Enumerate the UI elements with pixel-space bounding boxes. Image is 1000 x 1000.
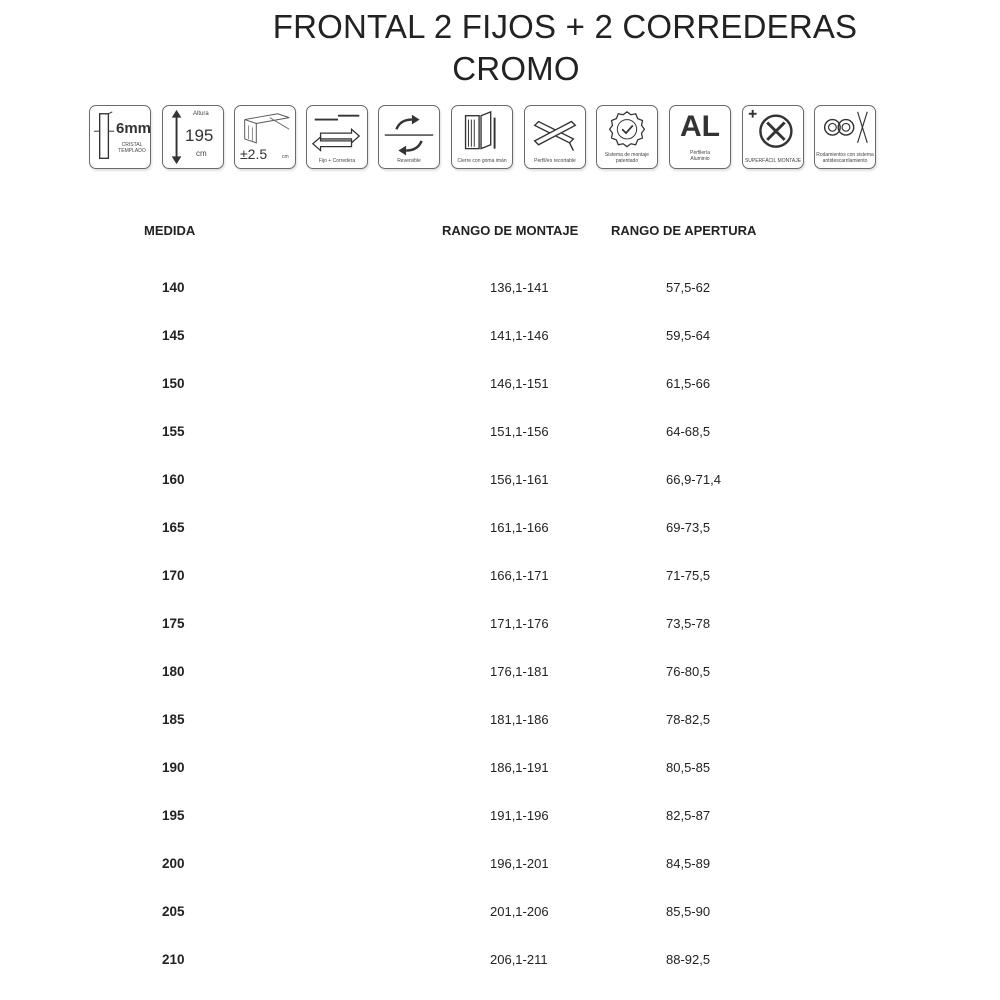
cell-montaje: 196,1-201 [490, 856, 549, 871]
glass-thickness-value: 6mm [116, 120, 152, 137]
aluminium-icon [669, 105, 731, 169]
height-value: 195 [185, 126, 214, 145]
adjustment-value: ±2.5 [240, 146, 268, 162]
cell-apertura: 78-82,5 [666, 712, 711, 727]
reversible-icon [378, 105, 440, 169]
fixed-sliding-caption: Fijo + Corredera [318, 157, 356, 164]
cell-apertura: 64-68,5 [666, 424, 711, 439]
cell-apertura: 57,5-62 [666, 280, 711, 295]
cuttable-profile-icon [524, 105, 586, 169]
cuttable-profile-caption: Perfil/es recortable [534, 157, 576, 164]
cell-medida: 170 [162, 568, 185, 583]
table-row [0, 712, 1000, 732]
table-row [0, 328, 1000, 348]
page-title: FRONTAL 2 FIJOS + 2 CORREDERAS [272, 8, 858, 45]
cell-montaje: 201,1-206 [490, 904, 549, 919]
feature-icons-bar [87, 105, 887, 175]
cell-medida: 175 [162, 616, 185, 631]
table-row [0, 520, 1000, 540]
easy-mount-icon [742, 105, 804, 169]
cell-medida: 180 [162, 664, 185, 679]
cell-apertura: 59,5-64 [666, 328, 711, 343]
magnetic-seal-caption: Cierre con goma imán [457, 157, 507, 164]
table-row [0, 568, 1000, 588]
cell-montaje: 186,1-191 [490, 760, 549, 775]
cell-apertura: 73,5-78 [666, 616, 711, 631]
patent-mount-icon [596, 105, 658, 169]
glass-thickness-caption: CRISTAL TEMPLADO [118, 142, 146, 154]
adjustment-unit: cm [282, 154, 289, 160]
cell-medida: 160 [162, 472, 185, 487]
cell-medida: 195 [162, 808, 185, 823]
cell-montaje: 161,1-166 [490, 520, 549, 535]
table-row [0, 280, 1000, 300]
aluminium-caption: Perfilería Aluminio [689, 150, 710, 162]
cell-montaje: 166,1-171 [490, 568, 549, 583]
anti-derail-caption: Rodamientos con sistema antidescarrilamiento [816, 152, 874, 164]
table-row [0, 952, 1000, 972]
cell-medida: 155 [162, 424, 185, 439]
cell-apertura: 84,5-89 [666, 856, 711, 871]
reversible-caption: Reversible [397, 157, 421, 164]
cell-apertura: 85,5-90 [666, 904, 711, 919]
adjustment-icon [234, 105, 296, 169]
cell-medida: 165 [162, 520, 185, 535]
easy-mount-caption: SUPERFÁCIL MONTAJE [744, 157, 802, 164]
cell-medida: 140 [162, 280, 185, 295]
cell-montaje: 156,1-161 [490, 472, 549, 487]
cell-montaje: 181,1-186 [490, 712, 549, 727]
cell-apertura: 82,5-87 [666, 808, 711, 823]
magnetic-seal-icon [451, 105, 513, 169]
cell-montaje: 151,1-156 [490, 424, 549, 439]
table-row [0, 664, 1000, 684]
cell-montaje: 136,1-141 [490, 280, 549, 295]
cell-montaje: 191,1-196 [490, 808, 549, 823]
cell-medida: 185 [162, 712, 185, 727]
height-label: Altura [193, 111, 209, 117]
cell-apertura: 80,5-85 [666, 760, 711, 775]
cell-medida: 210 [162, 952, 185, 967]
table-row [0, 856, 1000, 876]
cell-medida: 145 [162, 328, 185, 343]
cell-apertura: 61,5-66 [666, 376, 711, 391]
cell-apertura: 66,9-71,4 [666, 472, 721, 487]
table-row [0, 808, 1000, 828]
glass-thickness-icon [89, 105, 151, 169]
col-header-apertura: RANGO DE APERTURA [611, 223, 757, 238]
table-row [0, 376, 1000, 396]
table-row [0, 472, 1000, 492]
cell-apertura: 69-73,5 [666, 520, 711, 535]
cell-medida: 200 [162, 856, 185, 871]
height-unit: cm [196, 149, 207, 158]
cell-apertura: 76-80,5 [666, 664, 711, 679]
cell-montaje: 171,1-176 [490, 616, 549, 631]
cell-medida: 190 [162, 760, 185, 775]
height-icon [162, 105, 224, 169]
cell-medida: 150 [162, 376, 185, 391]
cell-montaje: 146,1-151 [490, 376, 549, 391]
anti-derail-icon [814, 105, 876, 169]
cell-montaje: 176,1-181 [490, 664, 549, 679]
cell-apertura: 71-75,5 [666, 568, 711, 583]
aluminium-symbol: AL [680, 110, 720, 143]
cell-medida: 205 [162, 904, 185, 919]
col-header-medida: MEDIDA [144, 223, 196, 238]
cell-montaje: 206,1-211 [490, 952, 548, 967]
table-row [0, 904, 1000, 924]
table-row [0, 424, 1000, 444]
page-subtitle: CROMO [452, 50, 580, 87]
cell-apertura: 88-92,5 [666, 952, 711, 967]
col-header-montaje: RANGO DE MONTAJE [442, 223, 579, 238]
fixed-sliding-icon [306, 105, 368, 169]
cell-montaje: 141,1-146 [490, 328, 549, 343]
table-row [0, 760, 1000, 780]
patent-mount-caption: Sistema de montaje patentado [604, 152, 650, 164]
table-row [0, 616, 1000, 636]
